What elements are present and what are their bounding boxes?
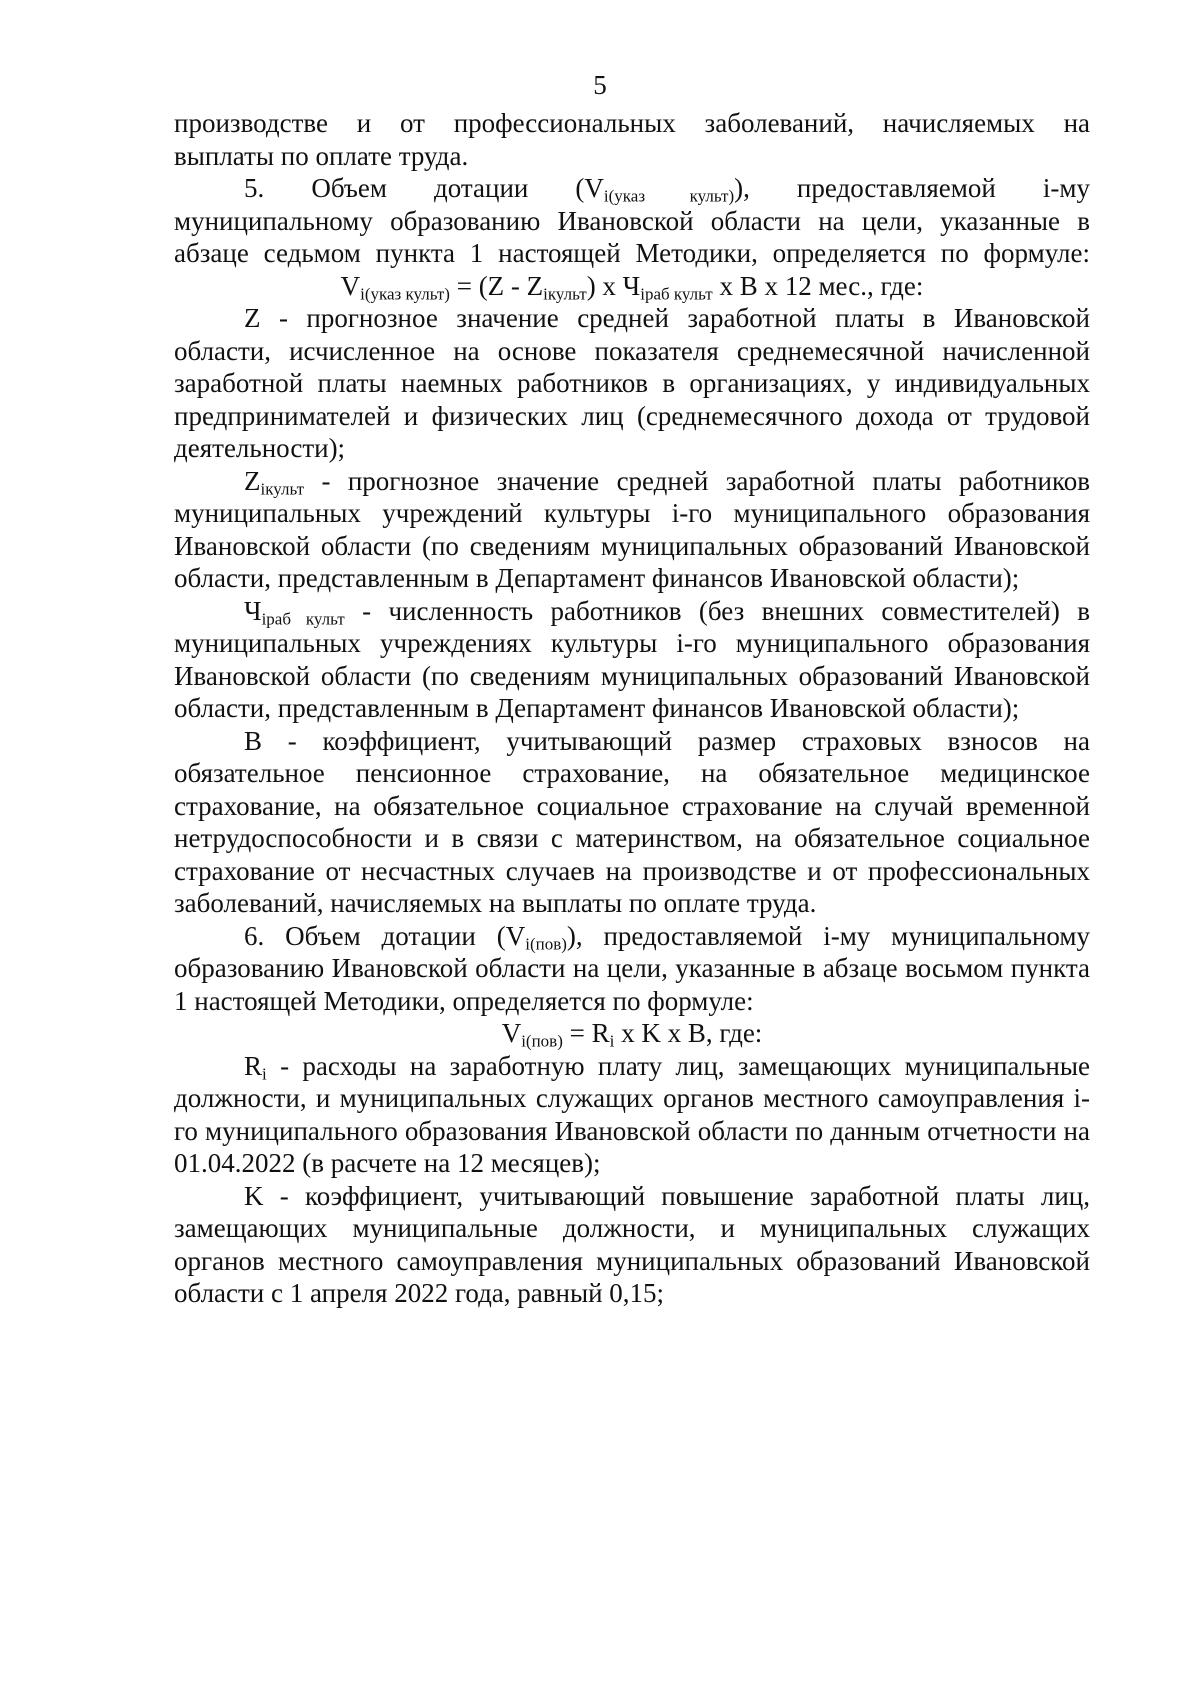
formula1-rest: x B x 12 мес., где: <box>712 270 924 301</box>
definition-ch <box>174 595 1090 725</box>
p2-line1 <box>174 172 1090 205</box>
def-ch-text: - численность работников (без внешних совместителей) в муниципальных учреждениях культуры i-го муниципального образования Ивановской области (по сведениям муниципальных образований Ивановской области, представленным в Департамент финансов Ивановской области); <box>174 595 1090 723</box>
formula2-rest: x K x B, где: <box>614 1018 763 1048</box>
p2-subscript: i(указ культ) <box>603 186 735 206</box>
definition-b: B - коэффициент, учитывающий размер страховых взносов на обязательное пенсионное страхование, на обязательное медицинское страхование, на обязательное социальное страхование на случай временной нетрудоспособности и в связи с материнством, на обязательное социальное страхование от несчастных случаев на производстве и от профессиональных заболеваний, начисляемых на выплаты по оплате труда. <box>174 725 1090 918</box>
formula-salary <box>174 1017 1090 1050</box>
paragraph-6 <box>174 920 1090 1018</box>
formula2-v-sub: i(пов) <box>521 1031 563 1051</box>
p2-part-b: ), предоставляемой i-му <box>734 173 1090 203</box>
def-zi-symbol: Z <box>244 465 261 496</box>
definition-z: Z - прогнозное значение средней заработной платы в Ивановской области, исчисленное на основе показателя среднемесячной начисленной заработной платы наемных работников в организациях, у индивидуальных предпринимателей и физических лиц (среднемесячного дохода от трудовой деятельности); <box>174 303 1090 463</box>
formula1-eq: = (Z - Z <box>449 270 544 301</box>
formula2-v: V <box>501 1018 522 1048</box>
definition-z-i <box>174 465 1090 595</box>
formula2-eq: = R <box>562 1018 610 1048</box>
def-zi-text: - прогнозное значение средней заработной платы работников муниципальных учреждений культуры i-го муниципального образования Ивановской области (по сведениям муниципальных образований Ивановской области, представленным в Департамент финансов Ивановской области); <box>174 465 1090 593</box>
def-zi-subscript: iкульт <box>260 478 305 498</box>
definition-r <box>174 1050 1090 1180</box>
def-r-symbol: R <box>244 1050 263 1081</box>
document-body <box>174 107 1090 1310</box>
formula1-ch-sub: iраб культ <box>640 283 713 303</box>
p1-line1: производстве и от профессиональных заболеваний, начисляемых на <box>174 108 1090 138</box>
def-r-subscript: i <box>262 1063 267 1083</box>
p2-line2: муниципальному образованию Ивановской области на цели, указанные в <box>174 205 1090 236</box>
formula2-r-sub: i <box>609 1031 615 1051</box>
formula1-v-sub: i(указ культ) <box>360 283 450 303</box>
p1-line2: выплаты по оплате труда. <box>174 140 469 171</box>
formula1-z-sub: iкульт <box>543 283 587 303</box>
p6-part-b: ), предоставляемой i-му муниципальному образованию Ивановской области на цели, указанные в абзаце восьмом пункта 1 настоящей Методики, определяется по формуле: <box>174 920 1090 1016</box>
def-ch-subscript: iраб культ <box>261 608 345 628</box>
p6-part-a: 6. Объем дотации (V <box>244 920 526 951</box>
definition-k: K - коэффициент, учитывающий повышение заработной платы лиц, замещающих муниципальные должности, и муниципальных служащих органов местного самоуправления муниципальных образований Ивановской области с 1 апреля 2022 года, равный 0,15; <box>174 1180 1090 1308</box>
page-number: 5 <box>593 70 607 100</box>
def-ch-symbol: Ч <box>244 595 262 626</box>
p6-subscript: i(пов) <box>525 933 567 953</box>
formula1-x1: ) x Ч <box>586 270 641 301</box>
formula-culture <box>174 270 1090 303</box>
p2-line3: абзаце седьмом пункта 1 настоящей Методики, определяется по формуле: <box>174 238 1090 268</box>
def-r-text: - расходы на заработную плату лиц, замещающих муниципальные должности, и муниципальных служащих органов местного самоуправления i-го муниципального образования Ивановской области по данным отчетности на 01.04.2022 (в расчете на 12 месяцев); <box>174 1050 1090 1178</box>
p2-part-a: 5. Объем дотации (V <box>244 173 604 203</box>
formula1-v: V <box>340 270 361 301</box>
